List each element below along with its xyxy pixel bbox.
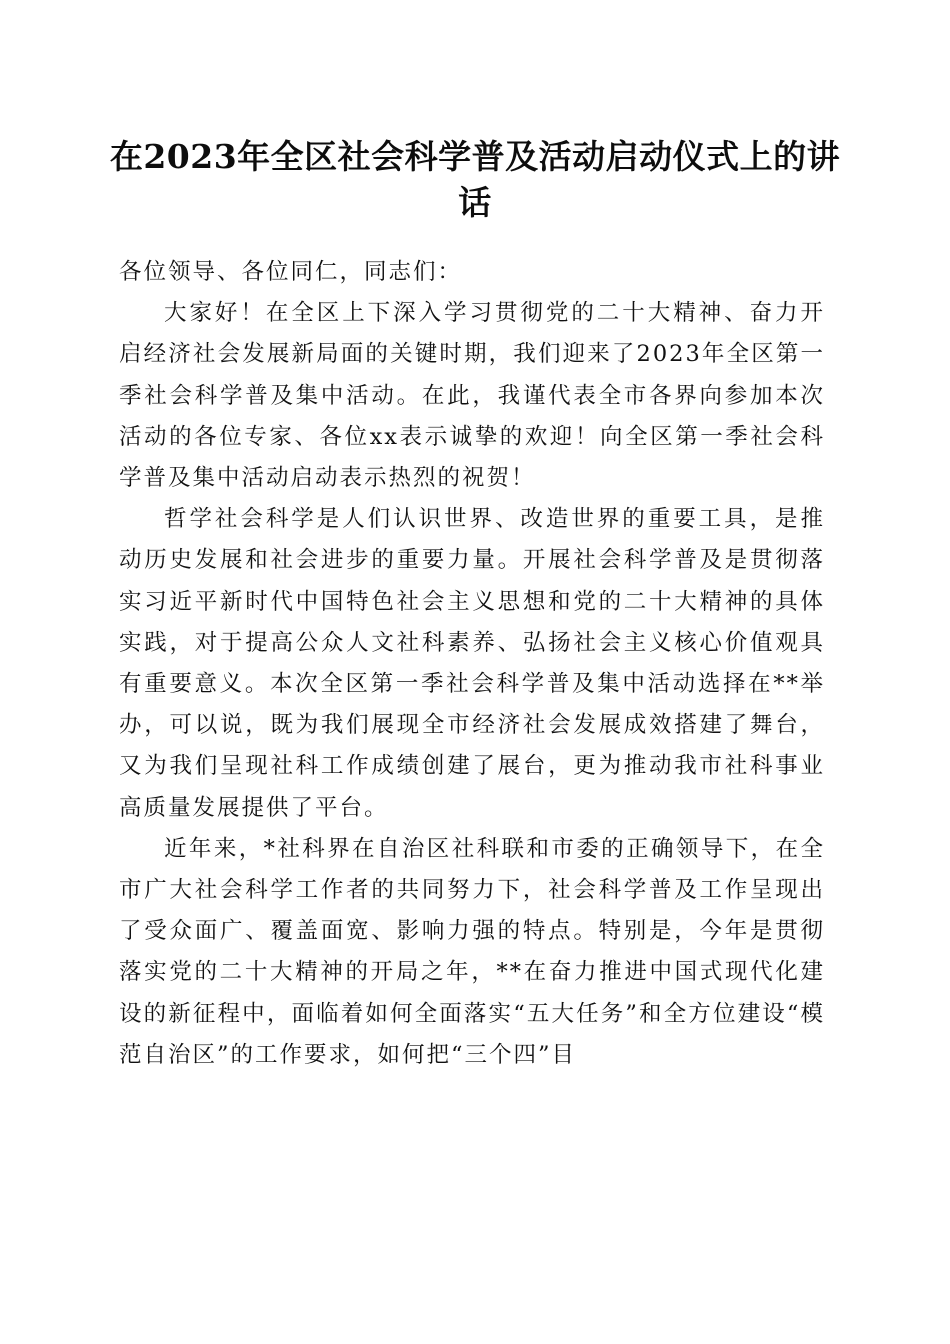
- salutation: 各位领导、各位同仁，同志们：: [119, 259, 463, 285]
- document-body: [119, 252, 825, 1076]
- paragraph-2: 哲学社会科学是人们认识世界、改造世界的重要工具，是推动历史发展和社会进步的重要力量。开展社会科学普及是贯彻落实习近平新时代中国特色社会主义思想和党的二十大精神的具体实践，对于提高公众人文社科素养、弘扬社会主义核心价值观具有重要意义。本次全区第一季社会科学普及集中活动选择在**举办，可以说，既为我们展现全市经济社会发展成效搭建了舞台，又为我们呈现社科工作成绩创建了展台，更为推动我市社科事业高质量发展提供了平台。: [119, 506, 825, 821]
- paragraph-1: 大家好！在全区上下深入学习贯彻党的二十大精神、奋力开启经济社会发展新局面的关键时期，我们迎来了2023年全区第一季社会科学普及集中活动。在此，我谨代表全市各界向参加本次活动的各位专家、各位xx表示诚挚的欢迎！向全区第一季社会科学普及集中活动启动表示热烈的祝贺！: [119, 300, 825, 492]
- document-title: 在2023年全区社会科学普及活动启动仪式上的讲话: [109, 137, 841, 222]
- paragraph-3: 近年来，*社科界在自治区社科联和市委的正确领导下，在全市广大社会科学工作者的共同努力下，社会科学普及工作呈现出了受众面广、覆盖面宽、影响力强的特点。特别是，今年是贯彻落实党的二十大精神的开局之年，**在奋力推进中国式现代化建设的新征程中，面临着如何全面落实“五大任务”和全方位建设“模范自治区”的工作要求，如何把“三个四”目: [119, 835, 825, 1068]
